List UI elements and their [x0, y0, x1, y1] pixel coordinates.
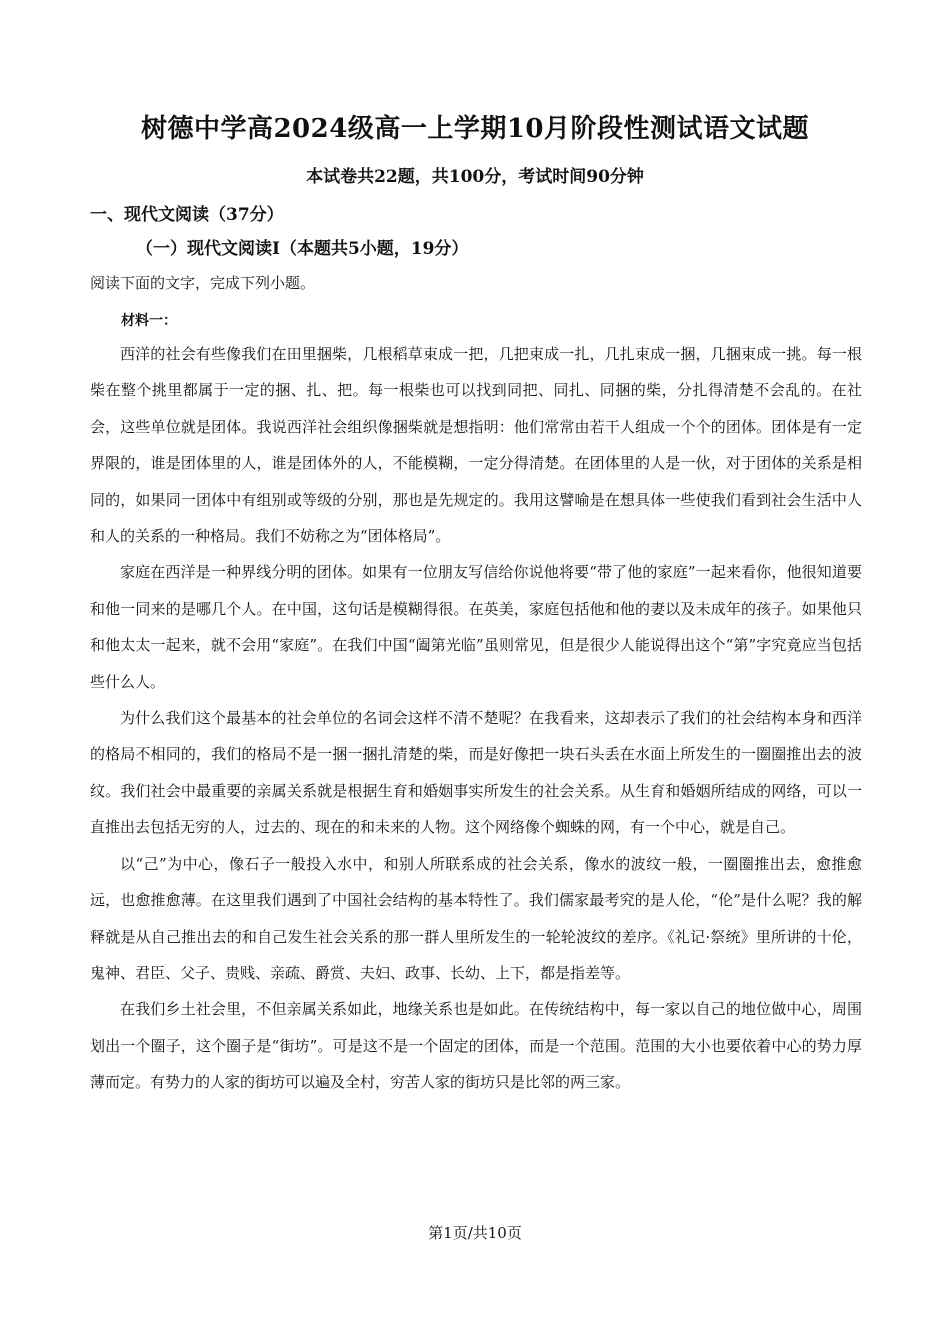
paragraph: 在我们乡土社会里，不但亲属关系如此，地缘关系也是如此。在传统结构中，每一家以自己的地位做中心，周围划出一个圈子，这个圈子是“街坊”。可是这不是一个固定的团体，而是一个范围。范围的大小也要依着中心的势力厚薄而定。有势力的人家的街坊可以遍及全村，穷苦人家的街坊只是比邻的两三家。: [90, 1000, 862, 1092]
paragraph: 家庭在西洋是一种界线分明的团体。如果有一位朋友写信给你说他将要“带了他的家庭”一起来看你，他很知道要和他一同来的是哪几个人。在中国，这句话是模糊得很。在英美，家庭包括他和他的妻以及未成年的孩子。如果他只和他太太一起来，就不会用“家庭”。在我们中国“阖第光临”虽则常见，但是很少人能说得出这个“第”字究竟应当包括些什么人。: [90, 563, 862, 691]
section-heading: 一、现代文阅读（37分）: [90, 205, 284, 225]
page-footer: 第1页/共10页: [428, 1224, 522, 1242]
paragraph: 以“己”为中心，像石子一般投入水中，和别人所联系成的社会关系，像水的波纹一般，一圈圈推出去，愈推愈远，也愈推愈薄。在这里我们遇到了中国社会结构的基本特性了。我们儒家最考究的是人伦，“伦”是什么呢？我的解释就是从自己推出去的和自己发生社会关系的那一群人里所发生的一轮轮波纹的差序。《礼记·祭统》里所讲的十伦，鬼神、君臣、父子、贵贱、亲疏、爵赏、夫妇、政事、长幼、上下，都是指差等。: [90, 854, 862, 982]
material-label: 材料一：: [121, 313, 177, 329]
exam-title: 树德中学高2024级高一上学期10月阶段性测试语文试题: [140, 114, 810, 144]
subsection-heading: （一）现代文阅读Ⅰ（本题共5小题，19分）: [136, 239, 469, 259]
paragraph: 西洋的社会有些像我们在田里捆柴，几根稻草束成一把，几把束成一扎，几扎束成一捆，几捆束成一挑。每一根柴在整个挑里都属于一定的捆、扎、把。每一根柴也可以找到同把、同扎、同捆的柴，分扎得清楚不会乱的。在社会，这些单位就是团体。我说西洋社会组织像捆柴就是想指明：他们常常由若干人组成一个个的团体。团体是有一定界限的，谁是团体里的人，谁是团体外的人，不能模糊，一定分得清楚。在团体里的人是一伙，对于团体的关系是相同的，如果同一团体中有组别或等级的分别，那也是先规定的。我用这譬喻是在想具体一些使我们看到社会生活中人和人的关系的一种格局。我们不妨称之为“团体格局”。: [90, 345, 862, 546]
exam-subtitle: 本试卷共22题，共100分，考试时间90分钟: [306, 167, 644, 187]
paragraph: 为什么我们这个最基本的社会单位的名词会这样不清不楚呢？在我看来，这却表示了我们的社会结构本身和西洋的格局不相同的，我们的格局不是一捆一捆扎清楚的柴，而是好像把一块石头丢在水面上所发生的一圈圈推出去的波纹。我们社会中最重要的亲属关系就是根据生育和婚姻事实所发生的社会关系。从生育和婚姻所结成的网络，可以一直推出去包括无穷的人，过去的、现在的和未来的人物。这个网络像个蜘蛛的网，有一个中心，就是自己。: [90, 709, 862, 837]
passage-body: [90, 336, 862, 1101]
reading-instruction: 阅读下面的文字，完成下列小题。: [90, 274, 316, 292]
